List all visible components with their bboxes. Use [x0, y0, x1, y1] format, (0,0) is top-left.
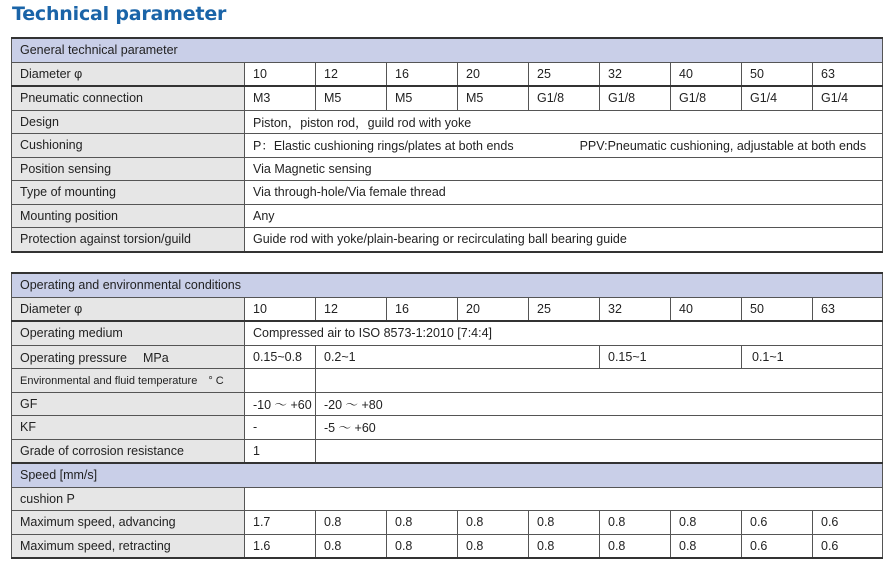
table-cell: 63: [813, 297, 883, 321]
table-cell: 0.8: [529, 511, 600, 535]
table-cell: 40: [671, 62, 742, 86]
table-cell: Via through-hole/Via female thread: [245, 181, 883, 205]
section-header: Speed [mm/s]: [12, 463, 883, 487]
table-cell: 50: [742, 297, 813, 321]
table-cell: M5: [387, 86, 458, 110]
table-row: [12, 511, 883, 535]
table-cell: 0.8: [600, 511, 671, 535]
row-label: Protection against torsion/guild: [12, 228, 245, 252]
table-cell: 10: [245, 297, 316, 321]
row-label: Maximum speed, retracting: [12, 534, 245, 558]
table-cell: 0.8: [387, 511, 458, 535]
table-cell: [316, 439, 883, 463]
table-row: [12, 439, 883, 463]
table-cell: [316, 369, 883, 393]
table-cell: 63: [813, 62, 883, 86]
table-cell: M3: [245, 86, 316, 110]
table-cell: 25: [529, 297, 600, 321]
table-row: [12, 134, 883, 158]
table-cell: 1: [245, 439, 316, 463]
table-cell: -: [245, 416, 316, 440]
table-cell: Guide rod with yoke/plain-bearing or recirculating ball bearing guide: [245, 228, 883, 252]
table-cell: 0.8: [671, 534, 742, 558]
table-row: [12, 228, 883, 252]
table-cell: 0.8: [316, 534, 387, 558]
table-cell: 0.6: [813, 534, 883, 558]
table-row: [12, 392, 883, 416]
row-label: Grade of corrosion resistance: [12, 439, 245, 463]
table-cell: 32: [600, 297, 671, 321]
table-cell: 0.6: [742, 511, 813, 535]
table-cell: G1/8: [600, 86, 671, 110]
table-cell: -5 ～ +60: [316, 416, 883, 440]
row-label: Operating pressure MPa: [12, 345, 245, 369]
table-cell: [245, 487, 883, 511]
table-cell: G1/4: [813, 86, 883, 110]
table-cell: 0.6: [742, 534, 813, 558]
table-row: [12, 62, 883, 86]
table-cell: Compressed air to ISO 8573-1:2010 [7:4:4]: [245, 321, 883, 345]
table-row: [12, 534, 883, 558]
row-label: Pneumatic connection: [12, 86, 245, 110]
cushioning-p-text: P：Elastic cushioning rings/plates at both ends: [253, 139, 514, 154]
page-title: Technical parameter: [12, 3, 227, 25]
table-cell: 0.1~1: [742, 345, 883, 369]
table-cell: 20: [458, 62, 529, 86]
table-row: [12, 110, 883, 134]
row-label: Mounting position: [12, 204, 245, 228]
row-label: Diameter φ: [12, 297, 245, 321]
table-row: [12, 86, 883, 110]
table-row: [12, 345, 883, 369]
table-cell: 0.15~0.8: [245, 345, 316, 369]
table-row: [12, 487, 883, 511]
table-cell: 40: [671, 297, 742, 321]
table-cell: 0.8: [458, 511, 529, 535]
table-cell: G1/8: [671, 86, 742, 110]
table-cell: Piston，piston rod，guild rod with yoke: [245, 110, 883, 134]
row-label: Environmental and fluid temperature ° C: [12, 369, 245, 393]
section-header: Operating and environmental conditions: [12, 273, 883, 297]
table-cell: [245, 369, 316, 393]
row-label: Cushioning: [12, 134, 245, 158]
cushioning-ppv-text: PPV:Pneumatic cushioning, adjustable at both ends: [579, 139, 867, 154]
table-row: [12, 204, 883, 228]
row-label: GF: [12, 392, 245, 416]
table-cell: 0.8: [529, 534, 600, 558]
table-cell: 0.8: [458, 534, 529, 558]
table-cell: 25: [529, 62, 600, 86]
table-cell: 32: [600, 62, 671, 86]
row-label: Operating medium: [12, 321, 245, 345]
table-cell: 50: [742, 62, 813, 86]
row-label: Type of mounting: [12, 181, 245, 205]
row-label: Maximum speed, advancing: [12, 511, 245, 535]
table-row: [12, 157, 883, 181]
table-cell: M5: [316, 86, 387, 110]
row-label: Design: [12, 110, 245, 134]
general-parameter-table: [11, 37, 883, 253]
table-row: [12, 369, 883, 393]
table-cell: 0.8: [316, 511, 387, 535]
table-row: [12, 297, 883, 321]
table-cell: Any: [245, 204, 883, 228]
table-cell: 0.8: [387, 534, 458, 558]
table-cell: 0.8: [671, 511, 742, 535]
table-row: [12, 181, 883, 205]
table-cell: Via Magnetic sensing: [245, 157, 883, 181]
table-cell: 12: [316, 297, 387, 321]
row-label: cushion P: [12, 487, 245, 511]
row-label: Diameter φ: [12, 62, 245, 86]
row-label: Position sensing: [12, 157, 245, 181]
table-cell: 1.6: [245, 534, 316, 558]
table-cell: M5: [458, 86, 529, 110]
table-cell: 1.7: [245, 511, 316, 535]
table-cell: G1/4: [742, 86, 813, 110]
table-cell: 16: [387, 297, 458, 321]
table-cell: 0.15~1: [600, 345, 742, 369]
table-row: [12, 416, 883, 440]
operating-conditions-table: [11, 272, 883, 559]
table-cell: 0.2~1: [316, 345, 600, 369]
table-cell: -20 ～ +80: [316, 392, 883, 416]
row-label: KF: [12, 416, 245, 440]
section-header: General technical parameter: [12, 38, 883, 62]
table-cell: G1/8: [529, 86, 600, 110]
table-cell: 12: [316, 62, 387, 86]
table-cell: 0.8: [600, 534, 671, 558]
table-cell: -10 ～ +60: [245, 392, 316, 416]
table-cell: [245, 134, 883, 158]
table-cell: 0.6: [813, 511, 883, 535]
table-row: [12, 321, 883, 345]
table-cell: 10: [245, 62, 316, 86]
table-cell: 20: [458, 297, 529, 321]
table-cell: 16: [387, 62, 458, 86]
